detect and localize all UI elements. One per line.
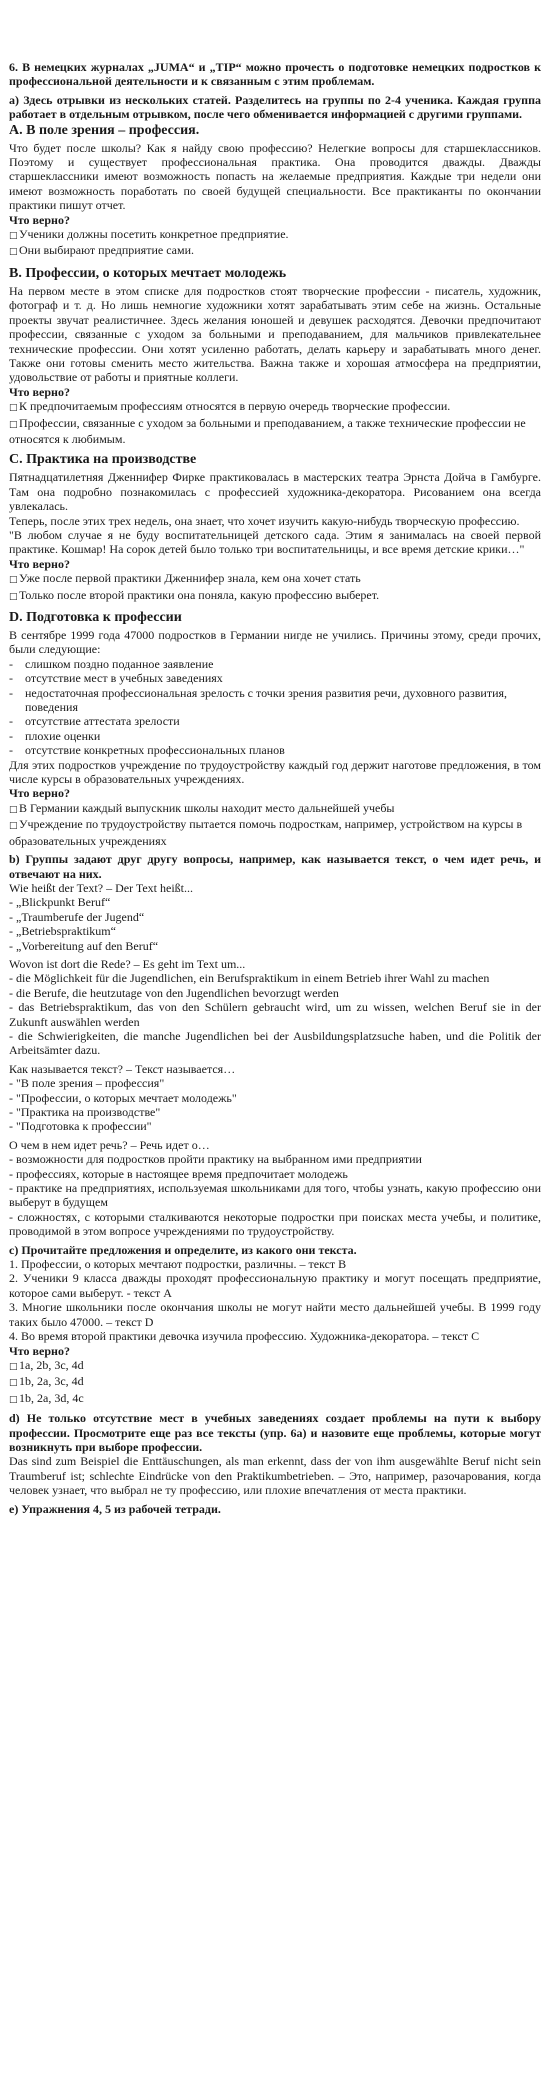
list-item: - die Berufe, die heutzutage von den Jugendlichen bevorzugt werden bbox=[9, 985, 339, 1000]
checkbox-icon[interactable]: □ bbox=[9, 575, 18, 586]
list-item: - "В поле зрения – профессия" bbox=[9, 1076, 165, 1091]
list-item: - „Betriebspraktikum“ bbox=[9, 924, 116, 939]
section-a-question: Что верно? bbox=[9, 212, 70, 227]
section-d-text-2: Для этих подростков учреждение по трудоустройству каждый год держит наготове предложения, в том числе курсы в образовательных учреждениях. bbox=[9, 757, 541, 787]
option[interactable]: □К предпочитаемым профессиям относятся в первую очередь творческие профессии. bbox=[9, 399, 541, 415]
list-item: - отсутствие мест в учебных заведениях bbox=[9, 671, 223, 686]
checkbox-icon[interactable]: □ bbox=[9, 1378, 18, 1389]
list-item: - „Blickpunkt Beruf“ bbox=[9, 895, 111, 910]
answers-ru-list bbox=[9, 1152, 541, 1238]
option[interactable]: □Ученики должны посетить конкретное предприятие. bbox=[9, 227, 541, 243]
list-item: - "Подготовка к профессии" bbox=[9, 1119, 152, 1134]
checkbox-icon[interactable]: □ bbox=[9, 419, 18, 430]
option[interactable]: □В Германии каждый выпускник школы находит место дальнейшей учебы bbox=[9, 801, 541, 817]
option[interactable]: □1b, 2a, 3c, 4d bbox=[9, 1374, 541, 1390]
task-b-question-de-2: Wovon ist dort die Rede? – Es geht im Text um... bbox=[9, 956, 246, 971]
option[interactable]: □Только после второй практики она поняла, какую профессию выберет. bbox=[9, 588, 541, 604]
checkbox-icon[interactable]: □ bbox=[9, 804, 18, 815]
titles-de-list bbox=[9, 895, 541, 953]
task-b-question-ru-2: О чем в нем идет речь? – Речь идет о… bbox=[9, 1137, 210, 1152]
section-c-title: C. Практика на производстве bbox=[9, 452, 197, 468]
section-a-text: Что будет после школы? Как я найду свою профессию? Нелегкие вопросы для старшеклассников. Поэтому и существует профессиональная практика. Она проводится дважды. Дважды старшеклассники имеют возможность попасть на желаемые предприятия. Каждые три недели они имеют возможность поработать по своей будущей специальности. Все практиканты по окончании практики пишут отчет. bbox=[9, 140, 541, 213]
list-item: - „Vorbereitung auf den Beruf“ bbox=[9, 938, 159, 953]
task-c-question: Что верно? bbox=[9, 1343, 70, 1358]
checkbox-icon[interactable]: □ bbox=[9, 591, 18, 602]
checkbox-icon[interactable]: □ bbox=[9, 247, 18, 258]
option[interactable]: □1b, 2a, 3d, 4c bbox=[9, 1391, 541, 1407]
section-b-options bbox=[9, 399, 541, 446]
list-item: - отсутствие аттестата зрелости bbox=[9, 714, 180, 729]
list-item: - die Möglichkeit für die Jugendlichen, ein Berufspraktikum in einem Betrieb ihrer Wahl zu machen bbox=[9, 971, 490, 986]
sentences-list bbox=[9, 1257, 541, 1343]
task6-heading: 6. В немецких журналах „JUMA“ и „TIP“ можно прочесть о подготовке немецких подростков к профессиональной деятельности и к связанным с этим проблемам. bbox=[9, 60, 541, 89]
option[interactable]: □Уже после первой практики Дженнифер знала, кем она хочет стать bbox=[9, 571, 541, 587]
list-item: - возможности для подростков пройти практику на выбранном ими предприятии bbox=[9, 1152, 422, 1167]
section-d-options bbox=[9, 801, 541, 848]
section-b-text: На первом месте в этом списке для подростков стоят творческие профессии - писатель, художник, фотограф и т. д. Но лишь немногие художники хотят зарабатывать этим себе на жизнь. Остальные проекты звучат реалистичнее. Здесь желания юношей и девушек расходятся. Девочки предпочитают профессии, связанные с уходом за больными и преподаванием, для мальчиков привлекательнее технические профессии. Они хотят усиленно работать, делать карьеру и зарабатывать много денег. Также они готовы сменить место жительства. Важна также и хорошая атмосфера на предприятии, удовольствие от работы и приятные коллеги. bbox=[9, 283, 541, 385]
list-item: - практике на предприятиях, используемая школьниками для того, чтобы узнать, какую профессию они выберут в будущем bbox=[9, 1181, 541, 1210]
section-a-options bbox=[9, 227, 541, 260]
section-d-question: Что верно? bbox=[9, 786, 70, 801]
option[interactable]: □1a, 2b, 3c, 4d bbox=[9, 1358, 541, 1374]
list-item: - слишком поздно поданное заявление bbox=[9, 656, 214, 671]
list-item: 2. Ученики 9 класса дважды проходят профессиональную практику и могут посещать предприятие, которое сами выберут. - текст A bbox=[9, 1271, 541, 1300]
checkbox-icon[interactable]: □ bbox=[9, 231, 18, 242]
checkbox-icon[interactable]: □ bbox=[9, 1361, 18, 1372]
list-item: 3. Многие школьники после окончания школы не могут найти место дальнейшей учебы. В 1999 году таких было 47000. – текст D bbox=[9, 1300, 541, 1329]
task-d-heading: d) Не только отсутствие мест в учебных заведениях создает проблемы на пути к выбору профессии. Просмотрите еще раз все тексты (упр. 6a) и назовите еще проблемы, которые могут возникнуть при выборе профессии. bbox=[9, 1411, 541, 1454]
list-item: - плохие оценки bbox=[9, 728, 101, 743]
titles-ru-list bbox=[9, 1076, 541, 1134]
checkbox-icon[interactable]: □ bbox=[9, 821, 18, 832]
list-item: - die Schwierigkeiten, die manche Jugendlichen bei der Ausbildungsplatzsuche haben, und die Politik der Arbeitsämter dazu. bbox=[9, 1028, 541, 1058]
task-b-question-de: Wie heißt der Text? – Der Text heißt... bbox=[9, 880, 194, 895]
list-item: - недостаточная профессиональная зрелость с точки зрения развития речи, духовного развития, поведения bbox=[9, 685, 508, 715]
section-c-question: Что верно? bbox=[9, 556, 70, 571]
option[interactable]: □Профессии, связанные с уходом за больными и преподаванием, а также технические профессии не относятся к любимым. bbox=[9, 415, 526, 446]
task-b-question-ru: Как называется текст? – Текст называется… bbox=[9, 1061, 236, 1076]
section-d-text-1: В сентябре 1999 года 47000 подростков в Германии нигде не учились. Причины этому, среди прочих, были следующие: bbox=[9, 628, 541, 657]
list-item: - отсутствие конкретных профессиональных планов bbox=[9, 743, 285, 758]
list-item: - das Betriebspraktikum, das von den Schülern gebraucht wird, um zu wissen, welchen Beruf sie in der Zukunft auswählen werden bbox=[9, 1000, 541, 1029]
option[interactable]: □Учреждение по трудоустройству пытается помочь подросткам, например, устройством на курсы в образовательных учреждениях bbox=[9, 817, 523, 848]
checkbox-icon[interactable]: □ bbox=[9, 403, 18, 414]
checkbox-icon[interactable]: □ bbox=[9, 1394, 18, 1405]
section-c-text-1: Пятнадцатилетняя Дженнифер Фирке практиковалась в мастерских театра Эрнста Дойча в Гамбурге. Там она подробно познакомилась с профессией художника-декоратора. Рисованием она всегда увлекалась. bbox=[9, 470, 541, 514]
task-a-instruction: a) Здесь отрывки из нескольких статей. Разделитесь на группы по 2-4 ученика. Каждая группа работает в отдельным отрывком, после чего обменивается информацией с другими группами. bbox=[9, 92, 541, 122]
list-item: - "Практика на производстве" bbox=[9, 1105, 161, 1119]
section-b-title: B. Профессии, о которых мечтает молодежь bbox=[9, 265, 287, 281]
section-c-text-3: "В любом случае я не буду воспитательницей детского сада. Этим я занималась на своей первой практике. Кошмар! На сорок детей было только три воспитательницы, и все время детские крики…" bbox=[9, 527, 541, 557]
option[interactable]: □Они выбирают предприятие сами. bbox=[9, 243, 541, 259]
list-item: - профессиях, которые в настоящее время предпочитает молодежь bbox=[9, 1166, 348, 1181]
section-a-title: A. В поле зрения – профессия. bbox=[9, 122, 200, 138]
task-c-options bbox=[9, 1358, 541, 1407]
list-item: - сложностях, с которыми сталкиваются некоторые подростки при поисках места учебы, и политике, проводимой в этом вопросе учреждениями по трудоустройству. bbox=[9, 1209, 541, 1239]
section-c-options bbox=[9, 571, 541, 604]
section-c-text-2: Теперь, после этих трех недель, она знает, что хочет изучить какую-нибудь творческую профессию. bbox=[9, 513, 520, 528]
list-item: - „Traumberufe der Jugend“ bbox=[9, 909, 145, 924]
list-item: 1. Профессии, о которых мечтают подростки, различны. – текст B bbox=[9, 1257, 347, 1272]
reasons-list bbox=[9, 657, 541, 758]
task-c-heading: c) Прочитайте предложения и определите, из какого они текста. bbox=[9, 1242, 357, 1257]
list-item: - "Профессии, о которых мечтает молодежь" bbox=[9, 1090, 237, 1105]
task-d-text: Das sind zum Beispiel die Enttäuschungen, als man erkennt, dass der von ihm ausgewählte Beruf nicht sein Traumberuf ist; schlechte Eindrücke von den Praktikumbetrieben. – Это, например, разочарования, когда человек узнает, что выбрал не ту профессию, или плохие впечатления от места практики. bbox=[9, 1454, 541, 1498]
list-item: 4. Во время второй практики девочка изучила профессию. Художника-декоратора. – текст C bbox=[9, 1329, 480, 1344]
task-e-heading: e) Упражнения 4, 5 из рабочей тетради. bbox=[9, 1501, 221, 1516]
section-b-question: Что верно? bbox=[9, 384, 70, 399]
task-b-heading: b) Группы задают друг другу вопросы, например, как называется текст, о чем идет речь, и отвечают на них. bbox=[9, 852, 541, 881]
section-d-title: D. Подготовка к профессии bbox=[9, 610, 182, 625]
answers-de-list bbox=[9, 971, 541, 1057]
